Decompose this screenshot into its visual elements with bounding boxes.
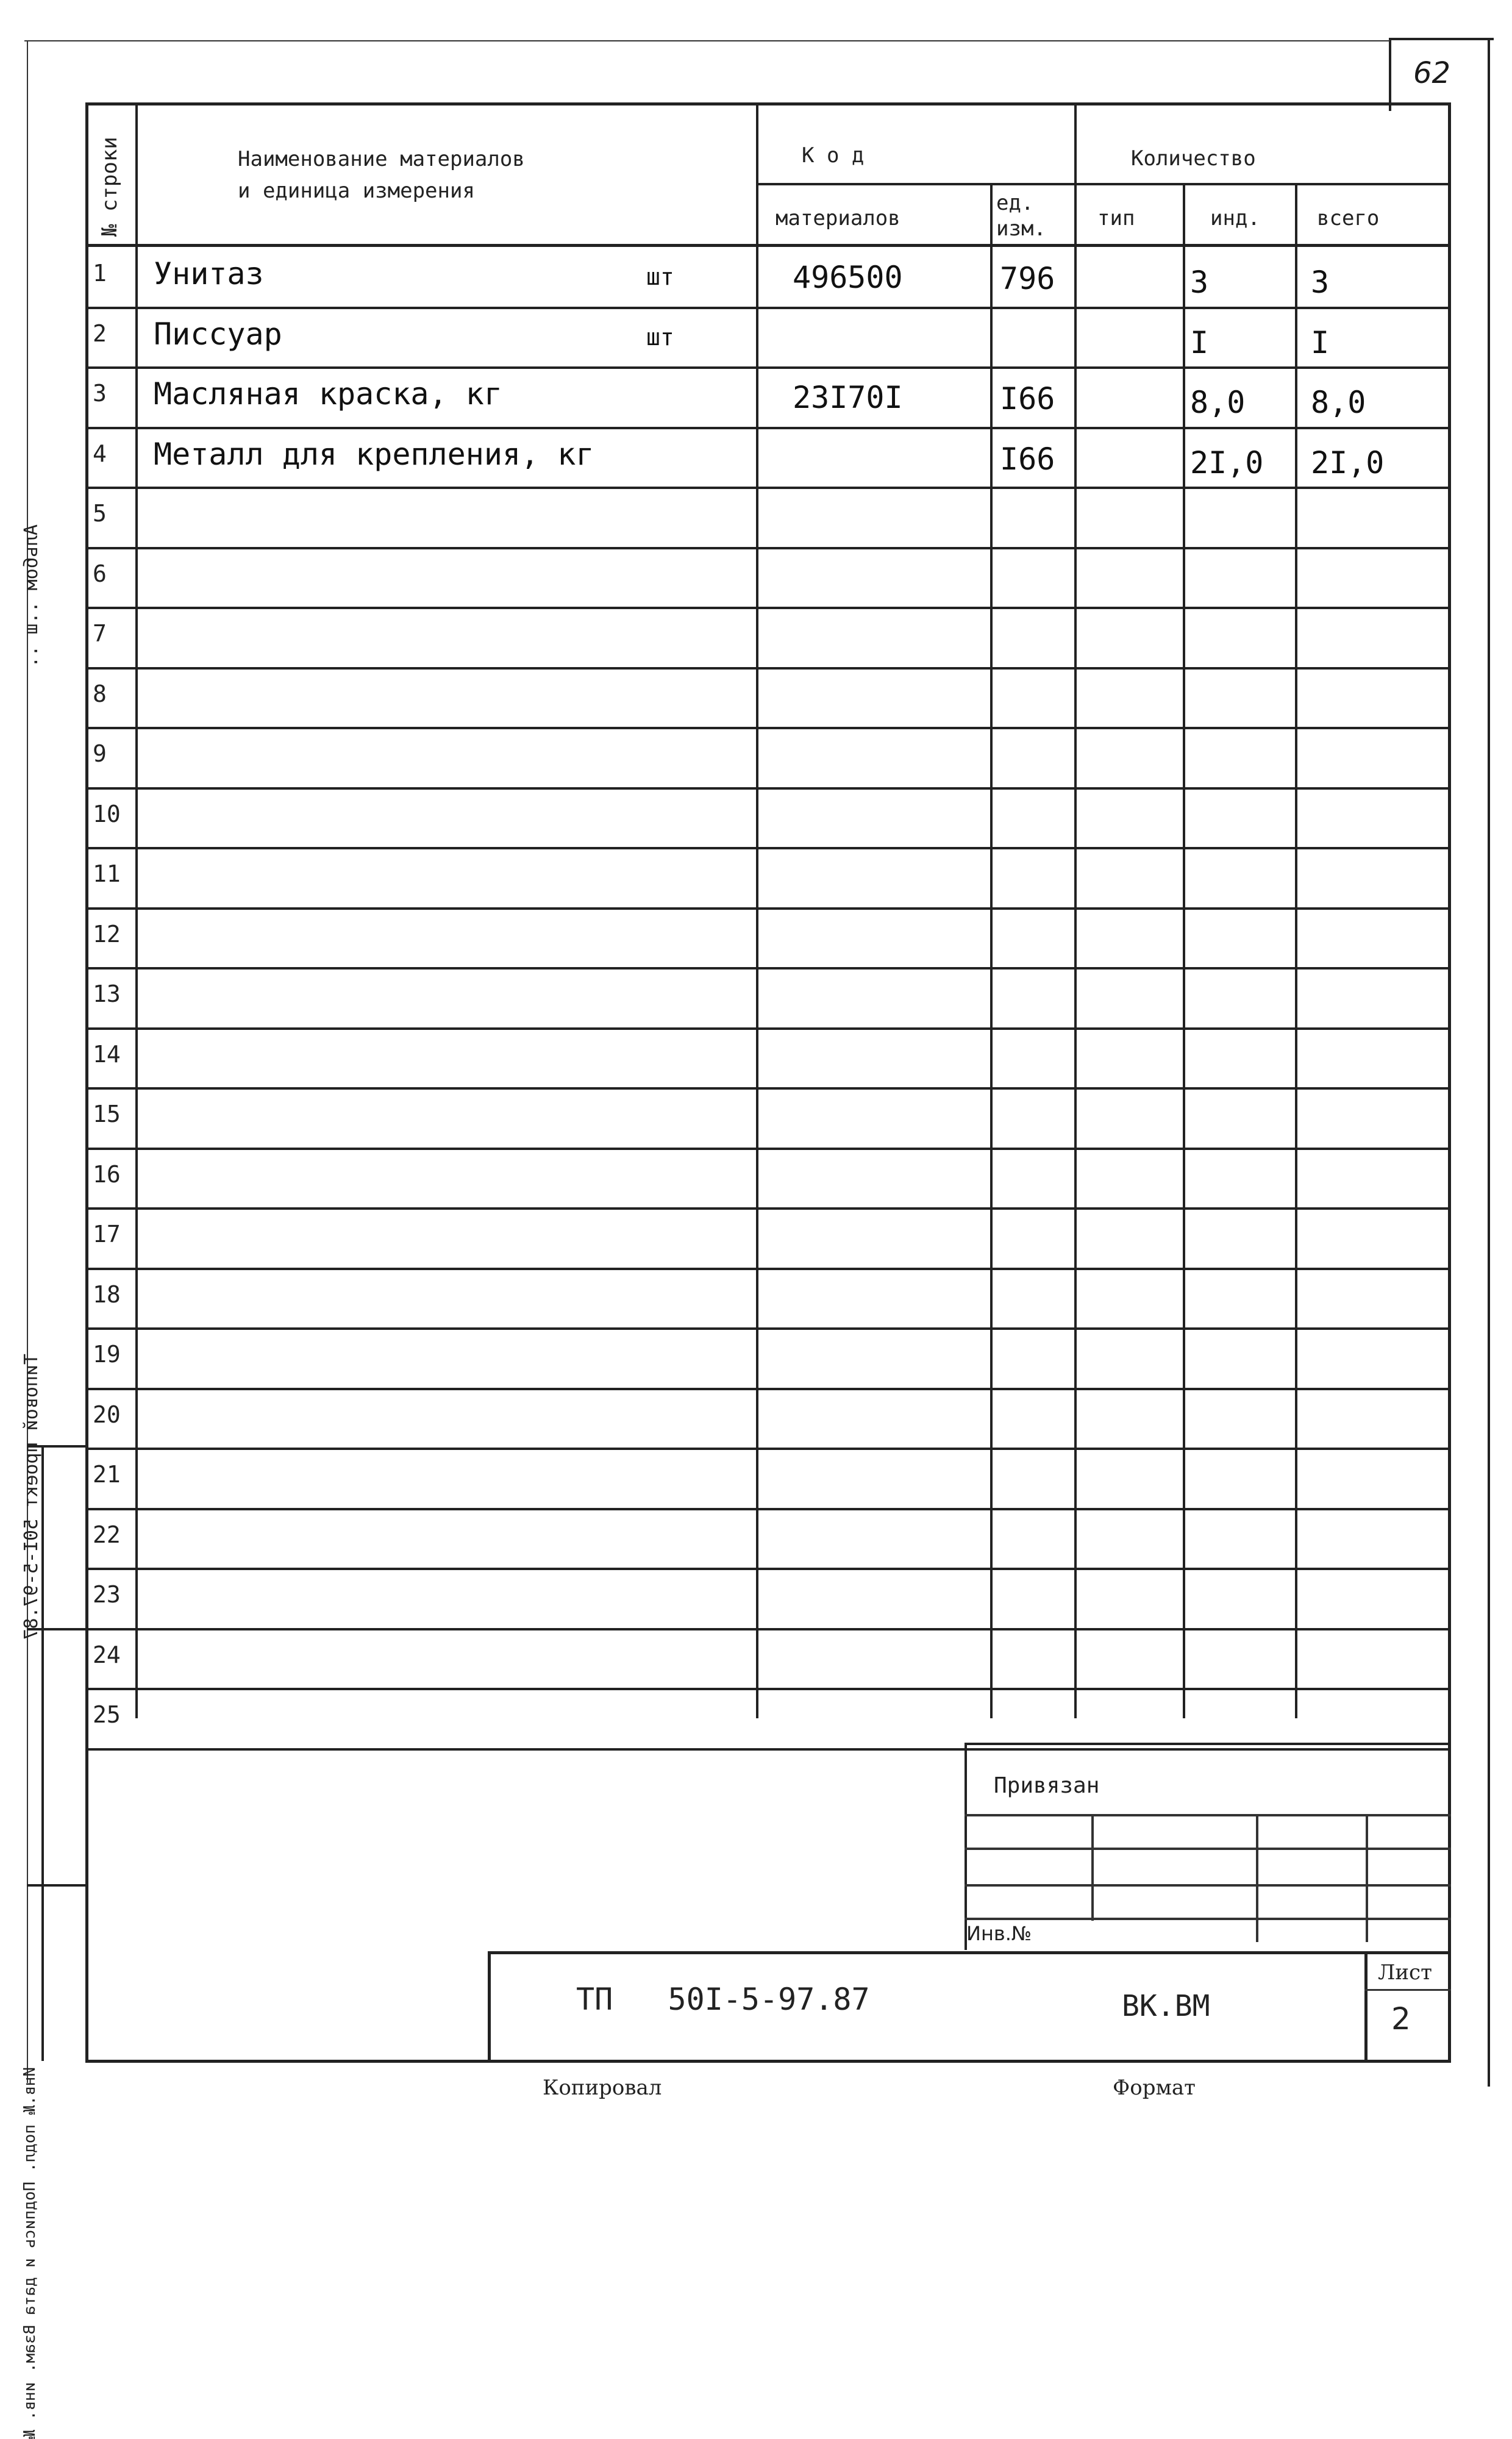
- cell-num: 8: [93, 680, 107, 707]
- table-row-line: [85, 1748, 1451, 1751]
- document-code: ТП 50I-5-97.87: [576, 1982, 870, 2017]
- table-row-line: [85, 487, 1451, 489]
- table-row-line: [85, 1508, 1451, 1510]
- col-line-code: [990, 183, 993, 1718]
- cell-ind: 3: [1190, 265, 1209, 300]
- cell-ind: 8,0: [1190, 385, 1246, 420]
- cell-name: Металл для крепления, кг: [154, 436, 594, 472]
- side-stamp-line: [41, 1445, 44, 2061]
- page-number-box-top: [1390, 38, 1494, 40]
- header-code-unit: ед. изм.: [996, 191, 1046, 241]
- page-number-box-right: [1488, 38, 1490, 2087]
- table-row-line: [85, 366, 1451, 369]
- table-row-line: [85, 547, 1451, 549]
- cell-total: 2I,0: [1311, 445, 1385, 480]
- attached-grid-col-2: [1256, 1814, 1258, 1942]
- top-edge-line: [24, 40, 1390, 41]
- header-qty-total: всего: [1317, 206, 1380, 230]
- table-row-line: [85, 787, 1451, 790]
- left-edge-line: [27, 40, 28, 2083]
- cell-num: 3: [93, 380, 107, 407]
- cell-name: Писсуар: [154, 316, 282, 352]
- table-row-line: [85, 727, 1451, 729]
- table-row-line: [85, 1327, 1451, 1330]
- cell-num: 11: [93, 860, 121, 887]
- attached-grid-line-1: [965, 1814, 1451, 1816]
- cell-num: 23: [93, 1581, 121, 1608]
- cell-unit-code: I66: [1000, 441, 1055, 477]
- copied-by-label: Копировал: [543, 2076, 662, 2100]
- table-row-line: [85, 847, 1451, 849]
- page-number: 62: [1413, 56, 1451, 90]
- table-row-line: [85, 1388, 1451, 1390]
- attached-grid-line-3: [965, 1884, 1451, 1887]
- sheet-divider-line: [1364, 1989, 1451, 1991]
- side-label-upper: Альбом ..ш ..: [21, 524, 42, 668]
- side-stamp-tick-2: [27, 1628, 88, 1630]
- header-qty-ind: инд.: [1210, 206, 1260, 230]
- main-stamp-top-line: [488, 1951, 1451, 1954]
- document-section: ВК.ВМ: [1122, 1989, 1210, 2023]
- cell-num: 16: [93, 1160, 121, 1188]
- attached-label: Привязан: [994, 1773, 1100, 1798]
- header-bottom-line: [85, 244, 1451, 247]
- header-name: Наименование материалов и единица измерения: [238, 147, 525, 203]
- col-line-type: [1183, 183, 1185, 1718]
- cell-num: 24: [93, 1641, 121, 1668]
- cell-num: 5: [93, 500, 107, 527]
- table-row-line: [85, 907, 1451, 910]
- col-line-num: [135, 102, 138, 1718]
- cell-num: 17: [93, 1221, 121, 1248]
- sheet-number: 2: [1391, 2001, 1411, 2037]
- cell-name: Унитаз: [154, 256, 264, 291]
- cell-unit: шт: [646, 323, 674, 351]
- cell-num: 20: [93, 1401, 121, 1428]
- cell-num: 19: [93, 1341, 121, 1368]
- side-label-lower: Инв.№ подл. Подпись и дата Взам. инв. №: [21, 2067, 39, 2439]
- cell-ind: I: [1190, 324, 1209, 360]
- header-qty-type: тип: [1097, 206, 1135, 230]
- table-row-line: [85, 607, 1451, 609]
- table-row-line: [85, 1448, 1451, 1450]
- cell-num: 6: [93, 560, 107, 587]
- cell-num: 12: [93, 920, 121, 948]
- table-row-line: [85, 667, 1451, 670]
- header-code-materials: материалов: [776, 206, 900, 230]
- header-row-number: № строки: [98, 137, 122, 237]
- title-block-top-line: [965, 1743, 1451, 1745]
- cell-num: 4: [93, 440, 107, 467]
- header-quantity: Количество: [1131, 146, 1256, 171]
- table-row-line: [85, 1688, 1451, 1690]
- col-line-ind: [1295, 183, 1297, 1718]
- cell-num: 9: [93, 740, 107, 767]
- header-code: К о д: [802, 143, 865, 168]
- format-label: Формат: [1113, 2076, 1196, 2100]
- sheet-label: Лист: [1378, 1960, 1432, 1985]
- cell-unit-code: I66: [1000, 381, 1055, 416]
- side-stamp-tick-1: [27, 1445, 88, 1448]
- cell-num: 14: [93, 1040, 121, 1068]
- table-row-line: [85, 307, 1451, 309]
- table-row-line: [85, 1268, 1451, 1270]
- table-row-line: [85, 427, 1451, 429]
- attached-grid-col-1: [1091, 1814, 1094, 1921]
- side-label-middle: Типовой проект 50I-5-97.87: [21, 1354, 42, 1640]
- main-stamp-left-line: [488, 1951, 491, 2063]
- table-row-line: [85, 1628, 1451, 1630]
- cell-num: 7: [93, 620, 107, 647]
- cell-total: I: [1311, 324, 1330, 360]
- cell-ind: 2I,0: [1190, 445, 1264, 480]
- cell-name: Масляная краска, кг: [154, 376, 502, 412]
- header-mid-line: [756, 183, 1451, 185]
- cell-num: 25: [93, 1701, 121, 1728]
- attached-grid-line-2: [965, 1848, 1451, 1850]
- cell-code: 23I70I: [793, 380, 903, 415]
- col-line-name: [756, 102, 758, 1718]
- cell-num: 1: [93, 260, 107, 287]
- cell-num: 2: [93, 320, 107, 347]
- cell-num: 15: [93, 1101, 121, 1127]
- inventory-number-label: Инв.№: [966, 1922, 1032, 1945]
- cell-num: 18: [93, 1280, 121, 1308]
- col-line-unit: [1074, 102, 1077, 1718]
- table-row-line: [85, 1027, 1451, 1030]
- table-row-line: [85, 1568, 1451, 1570]
- table-row-line: [85, 1148, 1451, 1150]
- cell-unit-code: 796: [1000, 261, 1055, 296]
- table-row-line: [85, 967, 1451, 970]
- side-stamp-tick-3: [27, 1884, 88, 1887]
- table-row-line: [85, 1207, 1451, 1210]
- cell-num: 10: [93, 800, 121, 827]
- page-number-box-left: [1389, 38, 1391, 111]
- cell-total: 3: [1311, 265, 1330, 300]
- cell-num: 13: [93, 980, 121, 1007]
- cell-num: 22: [93, 1521, 121, 1548]
- main-stamp-sheet-line: [1364, 1951, 1368, 2063]
- cell-code: 496500: [793, 260, 903, 295]
- cell-total: 8,0: [1311, 385, 1366, 420]
- table-row-line: [85, 1087, 1451, 1090]
- attached-grid-col-3: [1366, 1814, 1368, 1942]
- cell-num: 21: [93, 1461, 121, 1488]
- attached-grid-line-4: [965, 1918, 1451, 1920]
- cell-unit: шт: [646, 263, 674, 290]
